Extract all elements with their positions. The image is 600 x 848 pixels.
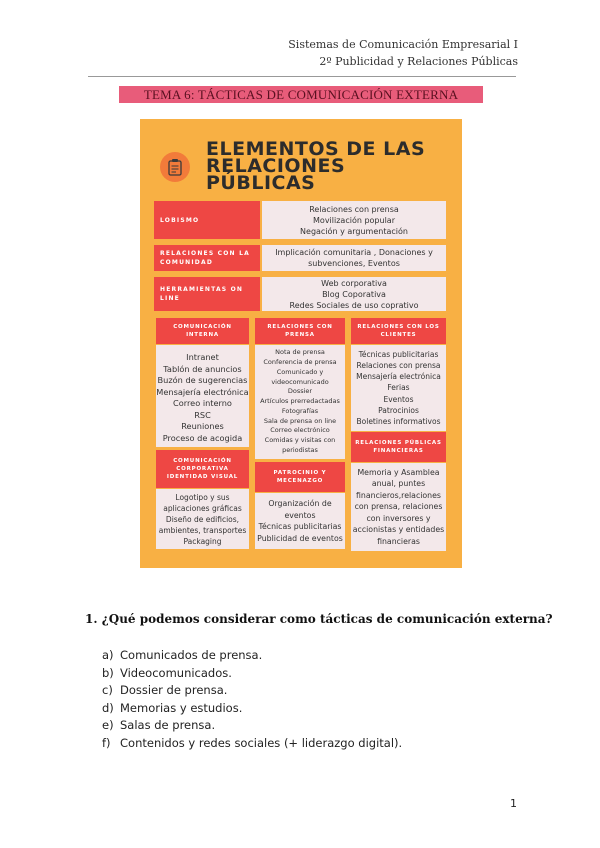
list-item: Comidas y visitas con bbox=[264, 436, 336, 445]
header-divider bbox=[88, 76, 516, 77]
col-heading-identidad-visual: COMUNICACIÓN CORPORATIVA IDENTIDAD VISUAL bbox=[156, 450, 249, 488]
list-item: Reuniones bbox=[181, 421, 224, 431]
list-item: Redes Sociales de uso coprativo bbox=[289, 300, 419, 310]
list-item: Ferias bbox=[387, 383, 410, 393]
list-item: Artículos prerredactadas bbox=[260, 397, 340, 406]
option-letter: d) bbox=[102, 700, 114, 715]
list-item: financieros,relaciones bbox=[356, 490, 441, 500]
list-item: Mensajería electrónica bbox=[156, 386, 249, 397]
list-item: Técnicas publicitarias bbox=[358, 349, 439, 359]
list-item: Eventos bbox=[383, 394, 414, 404]
list-item: periodistas bbox=[282, 446, 318, 455]
list-item: Tablón de anuncios bbox=[163, 363, 242, 374]
header-line-2: 2º Publicidad y Relaciones Públicas bbox=[319, 55, 518, 68]
col-list-identidad-visual bbox=[156, 489, 249, 549]
list-item: aplicaciones gráficas bbox=[163, 503, 242, 513]
list-item: Memoria y Asamblea bbox=[357, 467, 440, 477]
page-title: TEMA 6: TÁCTICAS DE COMUNICACIÓN EXTERNA bbox=[119, 86, 483, 103]
list-item: Técnicas publicitarias bbox=[258, 522, 342, 531]
list-item: videocomunicado bbox=[271, 377, 329, 386]
option-letter: c) bbox=[102, 683, 113, 698]
list-item: Correo electrónico bbox=[270, 426, 330, 435]
col-heading-comunicacion-interna: COMUNICACIÓN INTERNA bbox=[156, 318, 249, 344]
row-content-herramientas bbox=[262, 277, 446, 311]
list-item: anual, puntes bbox=[371, 479, 426, 489]
document-header bbox=[288, 36, 518, 70]
list-item: Movilización popular bbox=[313, 215, 395, 225]
option-text: Contenidos y redes sociales (+ liderazgo digital). bbox=[120, 735, 403, 750]
option-text: Memorias y estudios. bbox=[120, 700, 243, 715]
row-label-lobismo: LOBISMO bbox=[154, 201, 260, 239]
col-list-patrocinio bbox=[255, 493, 345, 549]
heading-line: PÚBLICAS bbox=[206, 172, 316, 194]
list-item bbox=[102, 717, 402, 735]
page-number: 1 bbox=[510, 797, 517, 810]
list-item: ambientes, transportes bbox=[158, 525, 247, 535]
list-item: Relaciones con prensa bbox=[356, 360, 441, 370]
question: 1. ¿Qué podemos considerar como tácticas de comunicación externa? bbox=[85, 612, 553, 626]
list-item: Web corporativa bbox=[321, 278, 387, 288]
list-item: financieras bbox=[377, 536, 420, 546]
infographic bbox=[140, 119, 462, 568]
col-heading-rp-financieras: RELACIONES PÚBLICAS FINANCIERAS bbox=[351, 432, 446, 462]
list-item: subvenciones, Eventos bbox=[308, 259, 400, 268]
list-item: Packaging bbox=[183, 536, 222, 546]
option-text: Comunicados de prensa. bbox=[120, 648, 263, 662]
list-item: Nota de prensa bbox=[275, 348, 325, 357]
list-item: Organización de bbox=[268, 499, 332, 508]
list-item: Publicidad de eventos bbox=[257, 533, 343, 543]
option-text: Dossier de prensa. bbox=[120, 683, 228, 698]
list-item: Buzón de sugerencias bbox=[157, 375, 248, 385]
list-item: Relaciones con prensa bbox=[309, 204, 399, 214]
list-item: Blog Coporativa bbox=[322, 289, 386, 299]
list-item: Fotografías bbox=[281, 406, 319, 415]
list-item: Negación y argumentación bbox=[300, 226, 408, 236]
list-item: Conferencia de prensa bbox=[263, 357, 337, 366]
list-item: Sala de prensa on line bbox=[263, 416, 337, 425]
option-text: Videocomunicados. bbox=[120, 665, 232, 680]
list-item: accionistas y entidades bbox=[352, 525, 445, 535]
list-item: Boletines informativos bbox=[356, 417, 441, 426]
list-item: Diseño de edificios, bbox=[165, 514, 240, 524]
list-item: Implicación comunitaria , Donaciones y bbox=[275, 248, 433, 257]
col-list-rp-financieras bbox=[351, 463, 446, 551]
list-item bbox=[102, 700, 402, 718]
list-item: Logotipo y sus bbox=[175, 492, 230, 502]
option-text: Salas de prensa. bbox=[120, 718, 216, 733]
row-label-herramientas: HERRAMIENTAS ON LINE bbox=[154, 277, 260, 311]
infographic-heading bbox=[206, 138, 426, 194]
option-letter: f) bbox=[102, 735, 111, 750]
col-list-comunicacion-interna bbox=[156, 345, 249, 447]
list-item: Intranet bbox=[186, 352, 219, 362]
list-item: eventos bbox=[284, 510, 316, 520]
list-item: Mensajería electrónica bbox=[356, 372, 441, 382]
col-heading-relaciones-prensa: RELACIONES CON PRENSA bbox=[255, 318, 345, 344]
row-content-lobismo bbox=[262, 201, 446, 239]
col-heading-patrocinio: PATROCINIO Y MECENAZGO bbox=[255, 462, 345, 492]
row-content-comunidad bbox=[262, 245, 446, 271]
option-letter: e) bbox=[102, 718, 114, 733]
option-letter: b) bbox=[102, 665, 114, 680]
row-label-comunidad: RELACIONES CON LA COMUNIDAD bbox=[154, 245, 260, 271]
col-list-relaciones-prensa bbox=[255, 345, 345, 459]
list-item: RSC bbox=[194, 409, 211, 420]
list-item: con inversores y bbox=[366, 513, 431, 523]
clipboard-icon bbox=[160, 152, 190, 182]
list-item: Dossier bbox=[287, 387, 313, 396]
heading-line: ELEMENTOS DE LAS bbox=[206, 138, 426, 160]
col-list-relaciones-clientes bbox=[351, 345, 446, 431]
options-list bbox=[102, 647, 402, 753]
list-item: Proceso de acogida bbox=[162, 432, 243, 443]
col-heading-relaciones-clientes: RELACIONES CON LOS CLIENTES bbox=[351, 318, 446, 344]
list-item bbox=[102, 647, 402, 665]
heading-line: RELACIONES bbox=[206, 155, 346, 177]
list-item bbox=[102, 735, 402, 753]
list-item: con prensa, relaciones bbox=[354, 502, 443, 512]
header-line-1: Sistemas de Comunicación Empresarial I bbox=[288, 38, 518, 51]
list-item bbox=[102, 682, 402, 700]
list-item: Comunicado y bbox=[276, 367, 324, 376]
list-item bbox=[102, 665, 402, 683]
list-item: Patrocinios bbox=[378, 405, 419, 415]
option-letter: a) bbox=[102, 648, 114, 662]
list-item: Correo interno bbox=[173, 398, 232, 408]
